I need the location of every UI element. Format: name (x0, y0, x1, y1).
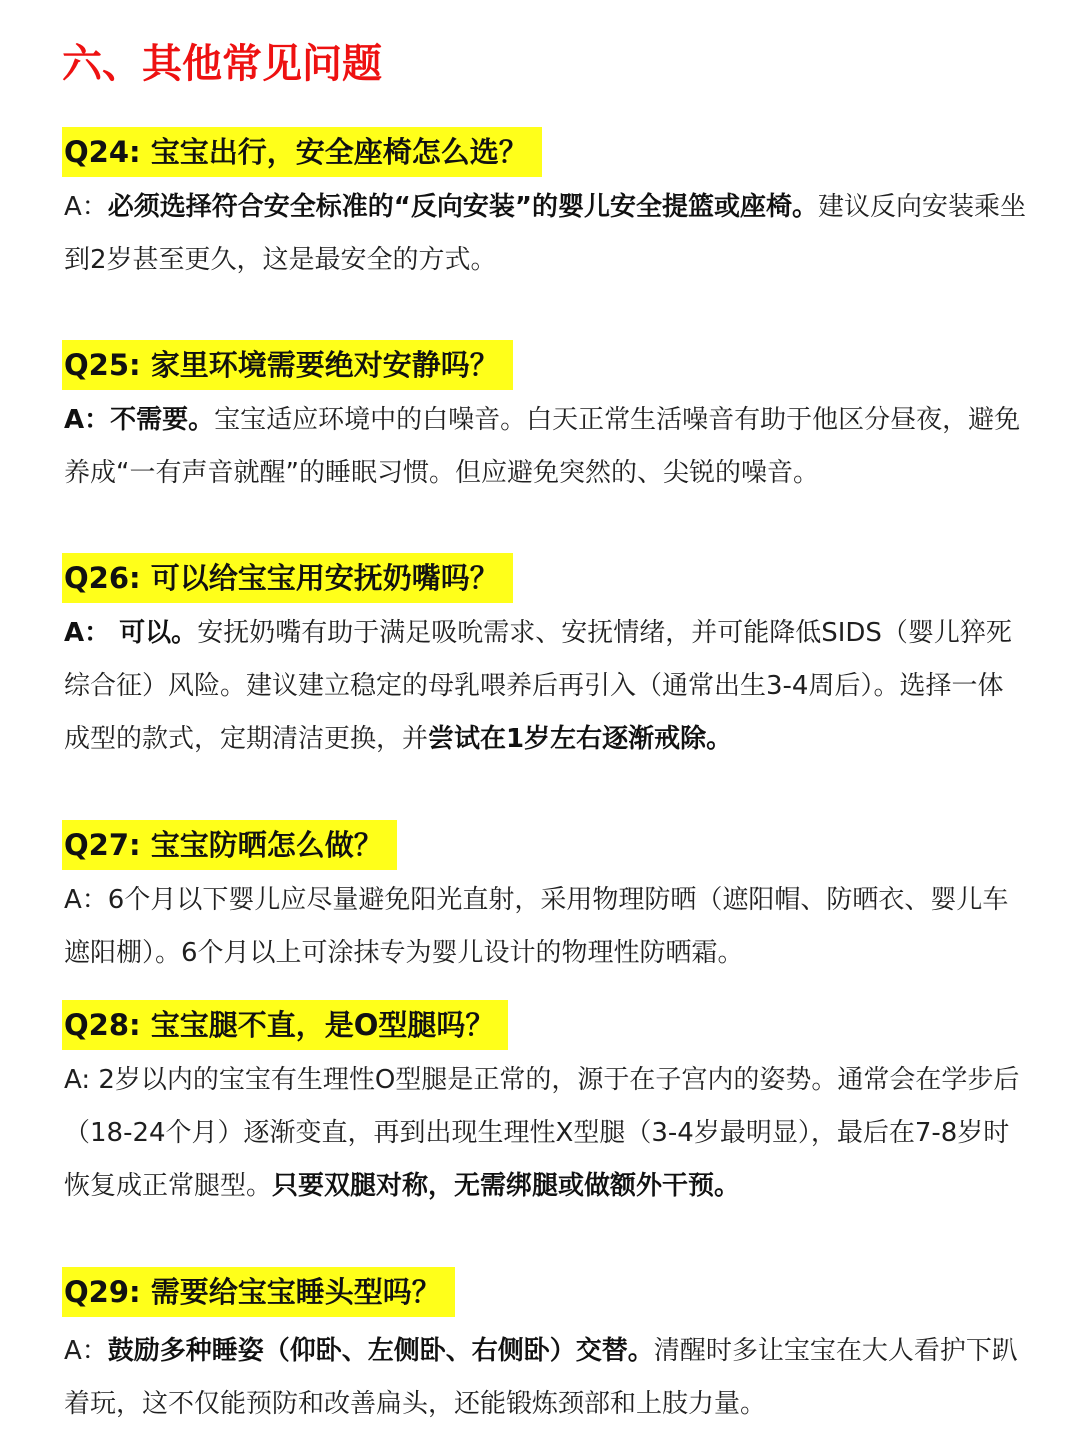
answer-q28 (64, 1054, 1029, 1213)
question-q24: Q24: 宝宝出行，安全座椅怎么选？ (62, 127, 542, 177)
question-q27: Q27: 宝宝防晒怎么做？ (62, 820, 397, 870)
answer-emphasis: 鼓励多种睡姿（仰卧、左侧卧、右侧卧）交替。 (107, 1336, 654, 1366)
answer-text: 建议反向安装乘坐到2岁甚至更久，这是最安全的方式。 (64, 192, 1026, 275)
answer-text: A： (64, 1336, 108, 1366)
answer-emphasis: A：不需要。 (64, 405, 215, 435)
question-q29: Q29: 需要给宝宝睡头型吗？ (62, 1267, 455, 1317)
answer-text: A: 2岁以内的宝宝有生理性O型腿是正常的，源于在子宫内的姿势。通常会在学步后（18-24个月）逐渐变直，再到出现生理性X型腿（3-4岁最明显），最后在7-8岁时恢复成正常腿型。 (64, 1065, 1020, 1201)
answer-emphasis: 尝试在1岁左右逐渐戒除。 (428, 724, 733, 754)
answer-emphasis: A： 可以。 (64, 618, 198, 648)
answer-q27 (64, 874, 1029, 980)
question-q28: Q28: 宝宝腿不直，是O型腿吗？ (62, 1000, 508, 1050)
answer-text: 宝宝适应环境中的白噪音。白天正常生活噪音有助于他区分昼夜，避免养成“一有声音就醒”的睡眠习惯。但应避免突然的、尖锐的噪音。 (64, 405, 1021, 488)
question-q26: Q26: 可以给宝宝用安抚奶嘴吗？ (62, 553, 513, 603)
answer-q24 (64, 181, 1029, 287)
answer-q26 (64, 607, 1029, 766)
answer-emphasis: 只要双腿对称，无需绑腿或做额外干预。 (272, 1171, 741, 1201)
answer-text: 清醒时多让宝宝在大人看护下趴着玩，这不仅能预防和改善扁头，还能锻炼颈部和上肢力量。 (64, 1336, 1018, 1419)
question-q25: Q25: 家里环境需要绝对安静吗？ (62, 340, 513, 390)
answer-q29 (64, 1325, 1029, 1431)
answer-q25 (64, 394, 1029, 500)
answer-text: A：6个月以下婴儿应尽量避免阳光直射，采用物理防晒（遮阳帽、防晒衣、婴儿车遮阳棚）。6个月以上可涂抹专为婴儿设计的物理性防晒霜。 (64, 885, 1009, 968)
section-title: 六、其他常见问题 (62, 41, 382, 87)
answer-text: 安抚奶嘴有助于满足吸吮需求、安抚情绪，并可能降低SIDS（婴儿猝死综合征）风险。建议建立稳定的母乳喂养后再引入（通常出生3-4周后）。选择一体成型的款式，定期清洁更换，并 (64, 618, 1012, 754)
answer-text: A： (64, 192, 108, 222)
answer-emphasis: 必须选择符合安全标准的“反向安装”的婴儿安全提篮或座椅。 (107, 192, 818, 222)
